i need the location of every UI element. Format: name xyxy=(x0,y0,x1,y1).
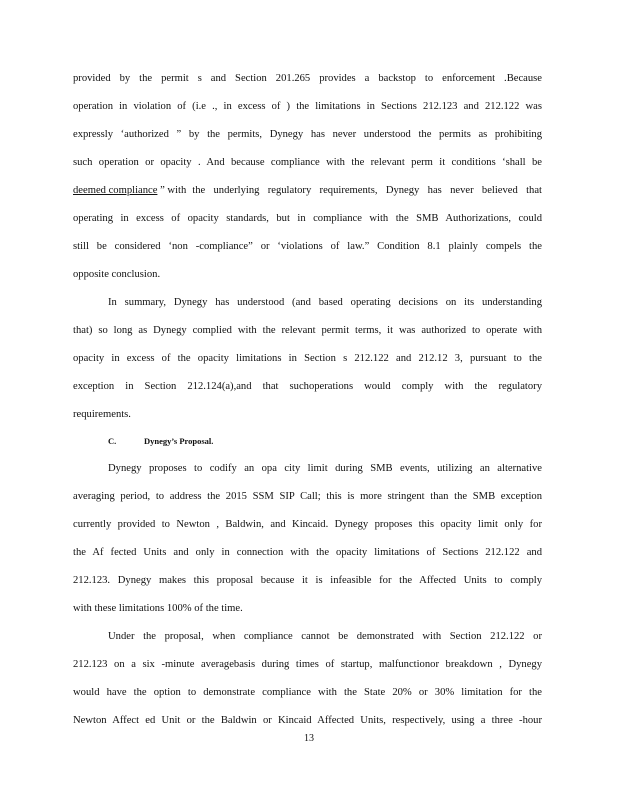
text-line-6: operating in excess of opacity standards, but in compliance with the SMB Authorizations, could xyxy=(73,213,542,224)
text-line-20: Under the proposal, when compliance cannot be demonstrated with Section 212.122 or xyxy=(108,631,542,642)
text-line-14: Dynegy proposes to codify an opa city limit during SMB events, utilizing an alternative xyxy=(108,463,542,474)
text-line-11: opacity in excess of the opacity limitations in Section s 212.122 and 212.12 3, pursuant to the xyxy=(73,353,542,364)
page-number: 13 xyxy=(304,733,314,744)
text-line-23: Newton Affect ed Unit or the Baldwin or Kincaid Affected Units, respectively, using a three -hour xyxy=(73,715,542,726)
section-letter: C. xyxy=(108,436,117,446)
text-line-5 xyxy=(73,184,542,198)
text-line-2: operation in violation of (i.e ., in excess of ) the limitations in Sections 212.123 and 212.122 was xyxy=(73,101,542,112)
text-line-8: opposite conclusion. xyxy=(73,269,161,280)
text-line-7: still be considered ‘non -compliance” or ‘violations of law.” Condition 8.1 plainly compels the xyxy=(73,241,542,252)
text-line-12: exception in Section 212.124(a),and that suchoperations would comply with the regulatory xyxy=(73,381,542,392)
text-line-1: provided by the permit s and Section 201.265 provides a backstop to enforcement .Because xyxy=(73,73,542,84)
text-line-21: 212.123 on a six -minute averagebasis during times of startup, malfunctionor breakdown , Dynegy xyxy=(73,659,542,670)
text-line-3: expressly ‘authorized ” by the permits, Dynegy has never understood the permits as prohibiting xyxy=(73,129,542,140)
text-line-4: such operation or opacity . And because compliance with the relevant perm it conditions ‘shall be xyxy=(73,157,542,168)
text-line-18: 212.123. Dynegy makes this proposal because it is infeasible for the Affected Units to comply xyxy=(73,575,542,586)
text-line-5-rest: the underlying regulatory requirements, Dynegy has never believed that xyxy=(192,185,542,196)
text-line-9: In summary, Dynegy has understood (and based operating decisions on its understanding xyxy=(108,297,542,308)
section-title: Dynegy’s Proposal. xyxy=(144,436,214,446)
text-line-19: with these limitations 100% of the time. xyxy=(73,603,243,614)
underlined-suffix: ” with xyxy=(157,185,187,196)
text-line-13: requirements. xyxy=(73,409,131,420)
section-heading xyxy=(108,435,213,447)
text-line-17: the Af fected Units and only in connection with the opacity limitations of Sections 212.122 and xyxy=(73,547,542,558)
underlined-phrase: deemed compliance xyxy=(73,185,158,196)
text-line-22: would have the option to demonstrate compliance with the State 20% or 30% limitation for the xyxy=(73,687,542,698)
text-line-16: currently provided to Newton , Baldwin, and Kincaid. Dynegy proposes this opacity limit only for xyxy=(73,519,542,530)
text-line-10: that) so long as Dynegy complied with the relevant permit terms, it was authorized to operate with xyxy=(73,325,542,336)
text-line-15: averaging period, to address the 2015 SSM SIP Call; this is more stringent than the SMB exception xyxy=(73,491,542,502)
